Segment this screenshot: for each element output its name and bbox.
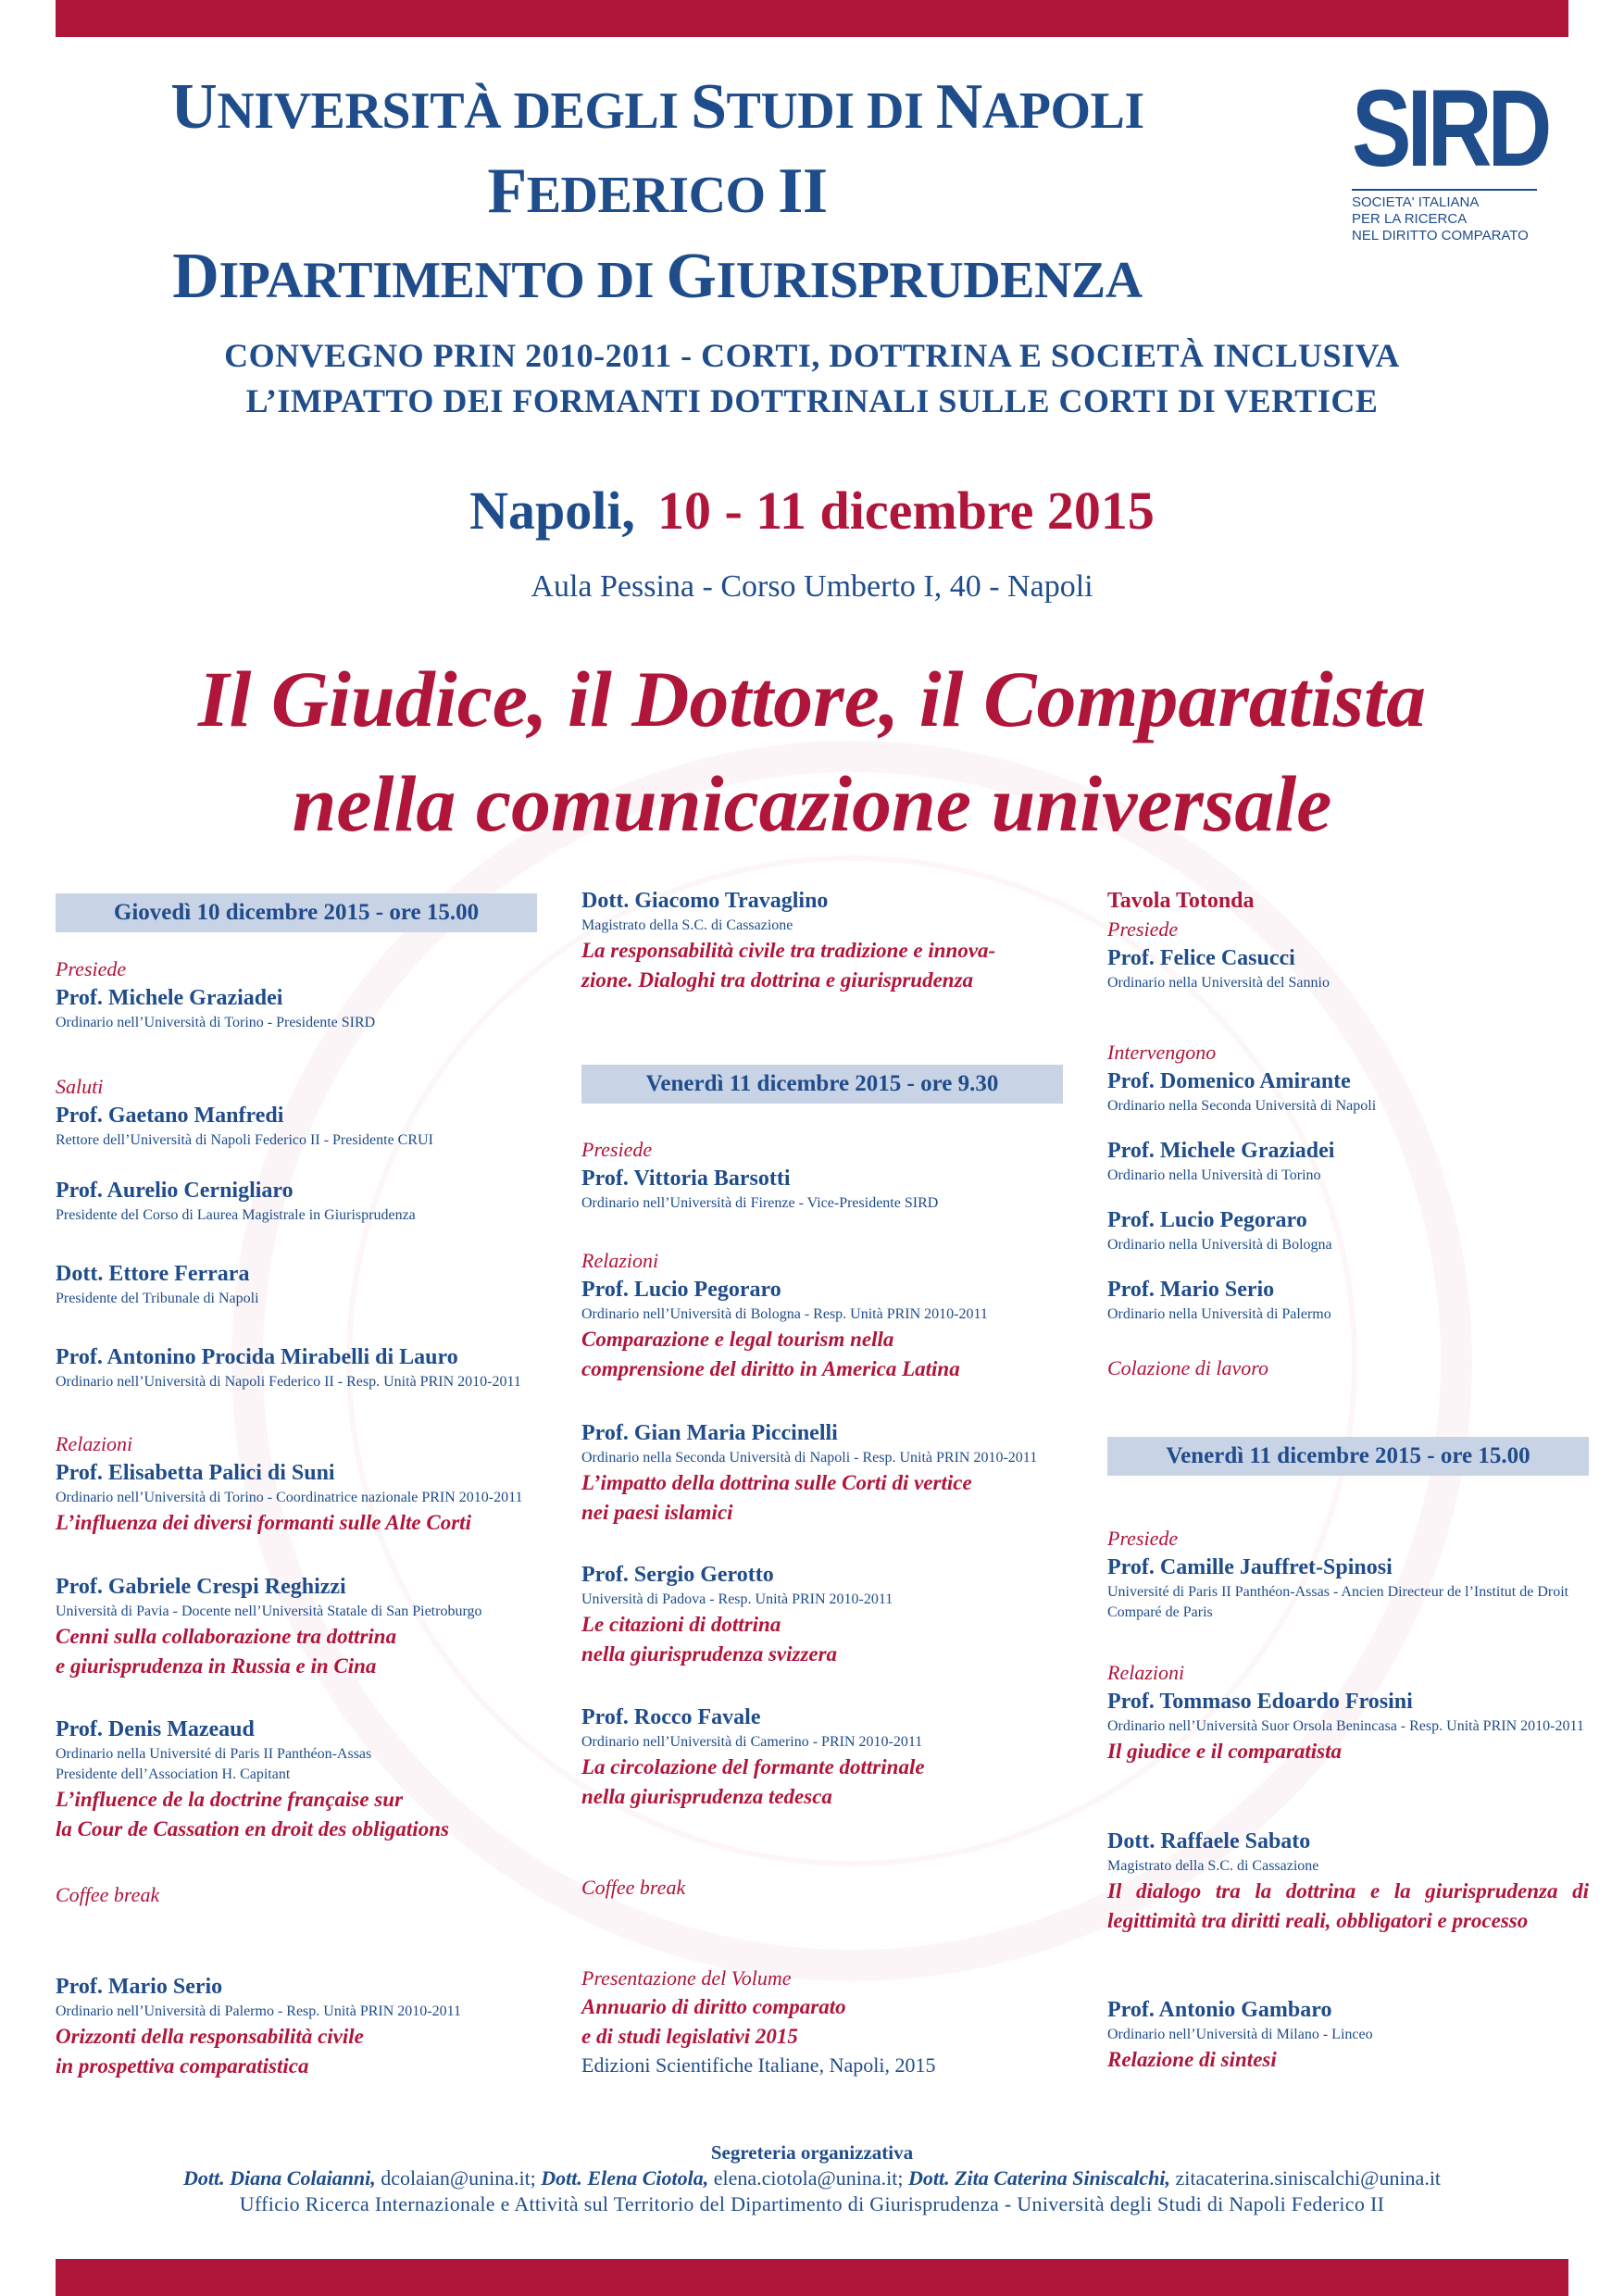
bottom-color-bar [56, 2259, 1568, 2296]
talk-title: in prospettiva comparatistica [56, 2054, 309, 2078]
speaker-affiliation: Ordinario nell’Università di Torino - Presidente SIRD [56, 1015, 376, 1030]
department-name: DIPARTIMENTO DI GIURISPRUDENZA [172, 241, 1143, 312]
speaker-affiliation: Presidente del Corso di Laurea Magistrale in Giurisprudenza [56, 1207, 416, 1223]
list-item [56, 1972, 537, 2081]
speaker-name: Prof. Michele Graziadei [56, 986, 283, 1010]
speaker-affiliation: Rettore dell’Università di Napoli Federico II - Presidente CRUI [56, 1132, 433, 1148]
talk-title: e giurisprudenza in Russia e in Cina [56, 1654, 377, 1678]
speaker-name: Dott. Ettore Ferrara [56, 1262, 250, 1286]
speaker-affiliation: Ordinario nella Università di Palermo [1107, 1306, 1331, 1322]
list-item [581, 886, 1063, 995]
event-dateline [56, 480, 1568, 542]
day-header: Venerdì 11 dicembre 2015 - ore 9.30 [581, 1065, 1063, 1104]
list-item [56, 1342, 537, 1392]
speaker-name: Prof. Lucio Pegoraro [1107, 1208, 1307, 1232]
list-item: Relazioni Prof. Elisabetta Palici di Suni Ordinario nell’Università di Torino - Coordinatrice nazionale PRIN 2010-2011 L’influenza dei diversi formanti sulle Alte Corti [56, 1430, 537, 1538]
event-city: Napoli, [469, 480, 635, 541]
speaker-name: Prof. Gabriele Crespi Reghizzi [56, 1575, 346, 1599]
header [56, 65, 1259, 321]
speaker-affiliation: Ordinario nell’Università di Firenze - Vice-Presidente SIRD [581, 1195, 939, 1211]
speaker-affiliation: Magistrato della S.C. di Cassazione [581, 917, 793, 933]
speaker-name: Prof. Camille Jauffret-Spinosi [1107, 1555, 1393, 1579]
list-item: Presiede Prof. Camille Jauffret-Spinosi Université di Paris II Panthéon-Assas - Ancien Directeur de l’Institut de Droit Comparé de Paris [1107, 1525, 1589, 1623]
talk-title: L’impatto della dottrina sulle Corti di vertice [581, 1471, 972, 1494]
talk-title: Il giudice e il comparatista [1107, 1740, 1342, 1763]
volume-title: e di studi legislativi 2015 [581, 2025, 798, 2048]
speaker-affiliation: Ordinario nella Seconda Università di Napoli - Resp. Unità PRIN 2010-2011 [581, 1450, 1038, 1466]
main-title-line-2: nella comunicazione universale [292, 759, 1332, 848]
speaker-affiliation: Ordinario nell’Università di Camerino - PRIN 2010-2011 [581, 1734, 923, 1750]
list-item [1107, 1827, 1589, 1936]
list-item: Saluti Prof. Gaetano Manfredi Rettore dell’Università di Napoli Federico II - Presidente CRUI [56, 1073, 537, 1151]
speaker-name: Prof. Gaetano Manfredi [56, 1104, 284, 1128]
speaker-name: Prof. Lucio Pegoraro [581, 1278, 781, 1302]
office-line: Ufficio Ricerca Internazionale e Attività sul Territorio del Dipartimento di Giurisprudenza - Università degli Studi di Napoli Federico II [239, 2192, 1385, 2215]
list-item: Coffee break [56, 1883, 160, 1906]
secretariat-heading: Segreteria organizzativa [710, 2141, 914, 2164]
list-item [1107, 1136, 1589, 1186]
speaker-name: Prof. Michele Graziadei [1107, 1139, 1335, 1163]
volume-publisher: Edizioni Scientifiche Italiane, Napoli, 2015 [581, 2053, 936, 2077]
contact-name: Dott. Elena Ciotola, [541, 2166, 709, 2190]
convegno-line-1: CONVEGNO PRIN 2010-2011 - CORTI, DOTTRINA E SOCIETÀ INCLUSIVA [224, 337, 1400, 374]
list-item [1107, 1205, 1589, 1255]
list-item: Presentazione del Volume Annuario di diritto comparato e di studi legislativi 2015 Edizioni Scientifiche Italiane, Napoli, 2015 [581, 1965, 1063, 2079]
contact-name: Dott. Zita Caterina Siniscalchi, [907, 2166, 1170, 2190]
list-item [56, 1259, 537, 1309]
talk-title: Cenni sulla collaborazione tra dottrina [56, 1625, 397, 1648]
university-name: UNIVERSITÀ DEGLI STUDI DI NAPOLI FEDERICO II [170, 71, 1144, 227]
speaker-name: Prof. Vittoria Barsotti [581, 1167, 791, 1191]
contact-email[interactable]: dcolaian@unina.it; [375, 2166, 542, 2190]
sird-logo-text: SIRD [1352, 68, 1548, 190]
list-item [1107, 1275, 1589, 1325]
list-item [581, 1418, 1063, 1528]
list-item [56, 1176, 537, 1226]
speaker-name: Prof. Mario Serio [1107, 1278, 1275, 1302]
round-table-heading: Tavola Totonda [1107, 889, 1255, 913]
speaker-name: Prof. Gian Maria Piccinelli [581, 1421, 838, 1445]
talk-title: L’influence de la doctrine française sur [56, 1788, 404, 1811]
speaker-affiliation: Ordinario nella Università del Sannio [1107, 975, 1330, 991]
talk-title: L’influenza dei diversi formanti sulle Alte Corti [56, 1511, 471, 1534]
speaker-name: Prof. Sergio Gerotto [581, 1563, 774, 1587]
speaker-affiliation: Magistrato della S.C. di Cassazione [1107, 1858, 1319, 1874]
list-item: Presiede Prof. Michele Graziadei Ordinario nell’Università di Torino - Presidente SIRD [56, 955, 537, 1033]
sird-logo [1352, 68, 1548, 244]
speaker-affiliation: Ordinario nell’Università di Torino - Coordinatrice nazionale PRIN 2010-2011 [56, 1490, 523, 1505]
speaker-affiliation: Università di Pavia - Docente nell’Università Statale di San Pietroburgo [56, 1603, 482, 1619]
list-item [1107, 1995, 1589, 2075]
speaker-affiliation: Presidente del Tribunale di Napoli [56, 1291, 259, 1306]
list-item: Intervengono Prof. Domenico Amirante Ordinario nella Seconda Università di Napoli [1107, 1039, 1589, 1117]
talk-title: Comparazione e legal tourism nella [581, 1328, 894, 1351]
volume-title: Annuario di diritto comparato [581, 1995, 846, 2018]
speaker-name: Prof. Felice Casucci [1107, 946, 1295, 970]
talk-title: comprensione del diritto in America Latina [581, 1357, 960, 1380]
speaker-affiliation: Ordinario nell’Università di Bologna - Resp. Unità PRIN 2010-2011 [581, 1306, 988, 1322]
speaker-name: Dott. Raffaele Sabato [1107, 1829, 1311, 1853]
main-title-line-1: Il Giudice, il Dottore, il Comparatista [198, 655, 1426, 743]
speaker-name: Prof. Antonio Gambaro [1107, 1998, 1332, 2022]
talk-title: Orizzonti della responsabilità civile [56, 2025, 364, 2048]
contact-email[interactable]: elena.ciotola@unina.it; [708, 2166, 908, 2190]
speaker-affiliation: Ordinario nell’Università Suor Orsola Benincasa - Resp. Unità PRIN 2010-2011 [1107, 1718, 1584, 1734]
list-item [581, 1703, 1063, 1812]
speaker-name: Prof. Aurelio Cernigliaro [56, 1179, 294, 1203]
speaker-affiliation: Presidente dell’Association H. Capitant [56, 1766, 291, 1782]
list-item [581, 1560, 1063, 1669]
list-item: Relazioni Prof. Tommaso Edoardo Frosini Ordinario nell’Università Suor Orsola Benincasa - Resp. Unità PRIN 2010-2011 Il giudice e il comparatista [1107, 1659, 1589, 1766]
speaker-name: Prof. Rocco Favale [581, 1705, 761, 1729]
convegno-line-2: L’IMPATTO DEI FORMANTI DOTTRINALI SULLE CORTI DI VERTICE [245, 382, 1379, 419]
list-item: Relazioni Prof. Lucio Pegoraro Ordinario nell’Università di Bologna - Resp. Unità PRIN 2010-2011 Comparazione e legal tourism nella comprensione del diritto in America Latina [581, 1247, 1063, 1384]
speaker-name: Prof. Denis Mazeaud [56, 1717, 255, 1741]
talk-title: zione. Dialoghi tra dottrina e giurisprudenza [581, 968, 974, 992]
contact-email[interactable]: zitacaterina.siniscalchi@unina.it [1169, 2166, 1442, 2190]
talk-title: Relazione di sintesi [1107, 2048, 1277, 2071]
speaker-name: Prof. Domenico Amirante [1107, 1069, 1351, 1093]
speaker-affiliation: Ordinario nell’Università di Palermo - Resp. Unità PRIN 2010-2011 [56, 2003, 461, 2019]
speaker-affiliation: Ordinario nell’Università di Milano - Linceo [1107, 2027, 1373, 2042]
speaker-name: Prof. Tommaso Edoardo Frosini [1107, 1690, 1413, 1714]
contact-name: Dott. Diana Colaianni, [182, 2166, 376, 2190]
speaker-name: Prof. Mario Serio [56, 1975, 223, 1999]
list-item: Colazione di lavoro [1107, 1356, 1268, 1379]
speaker-affiliation: Ordinario nella Seconda Università di Napoli [1107, 1098, 1377, 1114]
speaker-affiliation: Ordinario nella Università di Torino [1107, 1167, 1321, 1183]
event-dates: 10 - 11 dicembre 2015 [656, 480, 1155, 541]
speaker-affiliation: Ordinario nella Université di Paris II Panthéon-Assas [56, 1746, 372, 1762]
talk-title: La responsabilità civile tra tradizione e innova- [581, 939, 996, 962]
secretariat-contacts [56, 2166, 1568, 2190]
list-item: Coffee break [581, 1876, 686, 1899]
list-item [56, 1715, 537, 1844]
talk-title: nei paesi islamici [581, 1501, 733, 1524]
talk-title: nella giurisprudenza tedesca [581, 1785, 832, 1808]
sird-logo-subtitle: SOCIETA' ITALIANA PER LA RICERCA NEL DIRITTO COMPARATO [1352, 189, 1537, 244]
talk-title: La circolazione del formante dottrinale [581, 1755, 925, 1778]
speaker-name: Prof. Elisabetta Palici di Suni [56, 1461, 335, 1485]
speaker-name: Prof. Antonino Procida Mirabelli di Lauro [56, 1345, 458, 1369]
day-header: Venerdì 11 dicembre 2015 - ore 15.00 [1107, 1437, 1589, 1476]
speaker-affiliation: Università di Padova - Resp. Unità PRIN 2010-2011 [581, 1591, 893, 1607]
day-header: Giovedì 10 dicembre 2015 - ore 15.00 [56, 893, 537, 932]
talk-title: nella giurisprudenza svizzera [581, 1642, 838, 1666]
speaker-affiliation: Ordinario nella Università di Bologna [1107, 1237, 1332, 1253]
event-venue: Aula Pessina - Corso Umberto I, 40 - Napoli [531, 569, 1093, 604]
talk-title: Le citazioni di dottrina [581, 1613, 781, 1636]
speaker-affiliation: Université di Paris II Panthéon-Assas - Ancien Directeur de l’Institut de Droit Comparé de Paris [1107, 1584, 1569, 1620]
speaker-affiliation: Ordinario nell’Università di Napoli Federico II - Resp. Unità PRIN 2010-2011 [56, 1374, 521, 1390]
talk-title: la Cour de Cassation en droit des obligations [56, 1817, 449, 1841]
talk-title: Il dialogo tra la dottrina e la giurisprudenza di legittimità tra diritti reali, obbligatori e processo [1107, 1879, 1589, 1932]
top-color-bar [56, 0, 1568, 37]
list-item: Presiede Prof. Vittoria Barsotti Ordinario nell’Università di Firenze - Vice-Presidente SIRD [581, 1136, 1063, 1214]
list-item [56, 1572, 537, 1681]
list-item: Tavola Totonda Presiede Prof. Felice Casucci Ordinario nella Università del Sannio [1107, 886, 1589, 993]
speaker-name: Dott. Giacomo Travaglino [581, 889, 829, 913]
